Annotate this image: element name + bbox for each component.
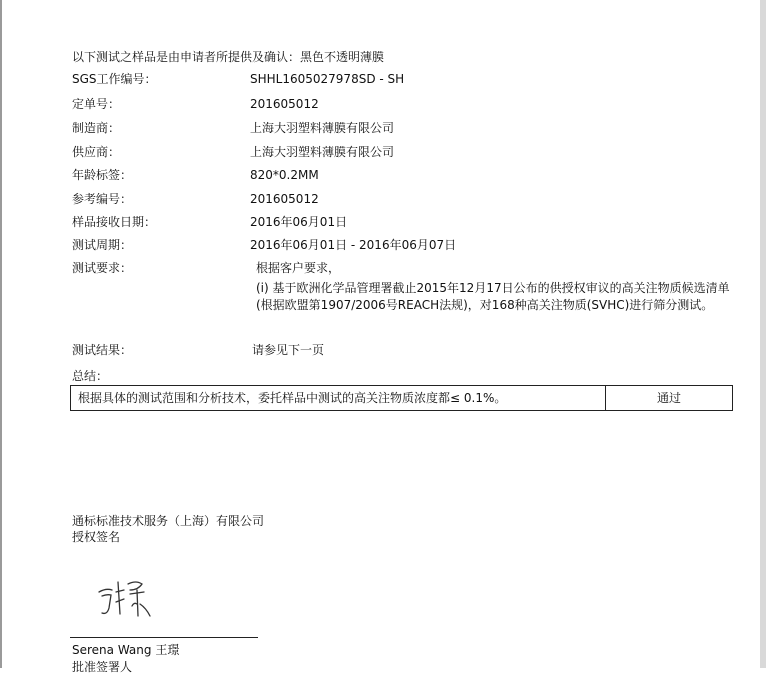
intro-text: 以下测试之样品是由申请者所提供及确认：黑色不透明薄膜 (72, 50, 385, 64)
signature-icon (96, 568, 166, 624)
signer-name: Serena Wang 王璟 (72, 643, 180, 657)
results-value: 请参见下一页 (252, 343, 325, 357)
summary-table (70, 385, 733, 411)
field-label: 制造商： (72, 121, 121, 135)
field-label: 年龄标签： (72, 168, 133, 182)
field-label: 测试周期： (72, 238, 133, 252)
signer-title: 批准签署人 (72, 660, 133, 674)
field-label: 样品接收日期： (72, 215, 157, 229)
field-label: 参考编号： (72, 192, 133, 206)
summary-description: 根据具体的测试范围和分析技术，委托样品中测试的高关注物质浓度都≤ 0.1%。 (71, 386, 606, 410)
field-value: 201605012 (250, 97, 319, 111)
field-value: 820*0.2MM (250, 168, 319, 182)
requirements-detail: (i) 基于欧洲化学品管理署截止2015年12月17日公布的供授权审议的高关注物质候选清单(根据欧盟第1907/2006号REACH法规)，对168种高关注物质(SVHC)进行筛分测试。 (256, 281, 730, 312)
field-value: 2016年06月01日 - 2016年06月07日 (250, 238, 457, 252)
field-label: SGS工作编号： (72, 72, 157, 86)
results-label: 测试结果： (72, 343, 133, 357)
page-left-edge (0, 0, 2, 668)
field-label: 定单号： (72, 97, 121, 111)
requirements-label: 测试要求： (72, 261, 133, 275)
field-value: 上海大羽塑料薄膜有限公司 (250, 145, 395, 159)
page-right-edge (760, 0, 766, 668)
company-name: 通标标准技术服务（上海）有限公司 (72, 514, 265, 528)
field-label: 供应商： (72, 145, 121, 159)
field-value: 2016年06月01日 (250, 215, 348, 229)
field-value: 201605012 (250, 192, 319, 206)
field-value: 上海大羽塑料薄膜有限公司 (250, 121, 395, 135)
summary-title: 总结： (72, 369, 109, 383)
signature-line (70, 637, 258, 638)
field-value: SHHL1605027978SD - SH (250, 72, 405, 86)
summary-result: 通过 (656, 391, 681, 405)
authorized-signature-label: 授权签名 (72, 530, 121, 544)
requirements-line1: 根据客户要求， (256, 261, 341, 275)
